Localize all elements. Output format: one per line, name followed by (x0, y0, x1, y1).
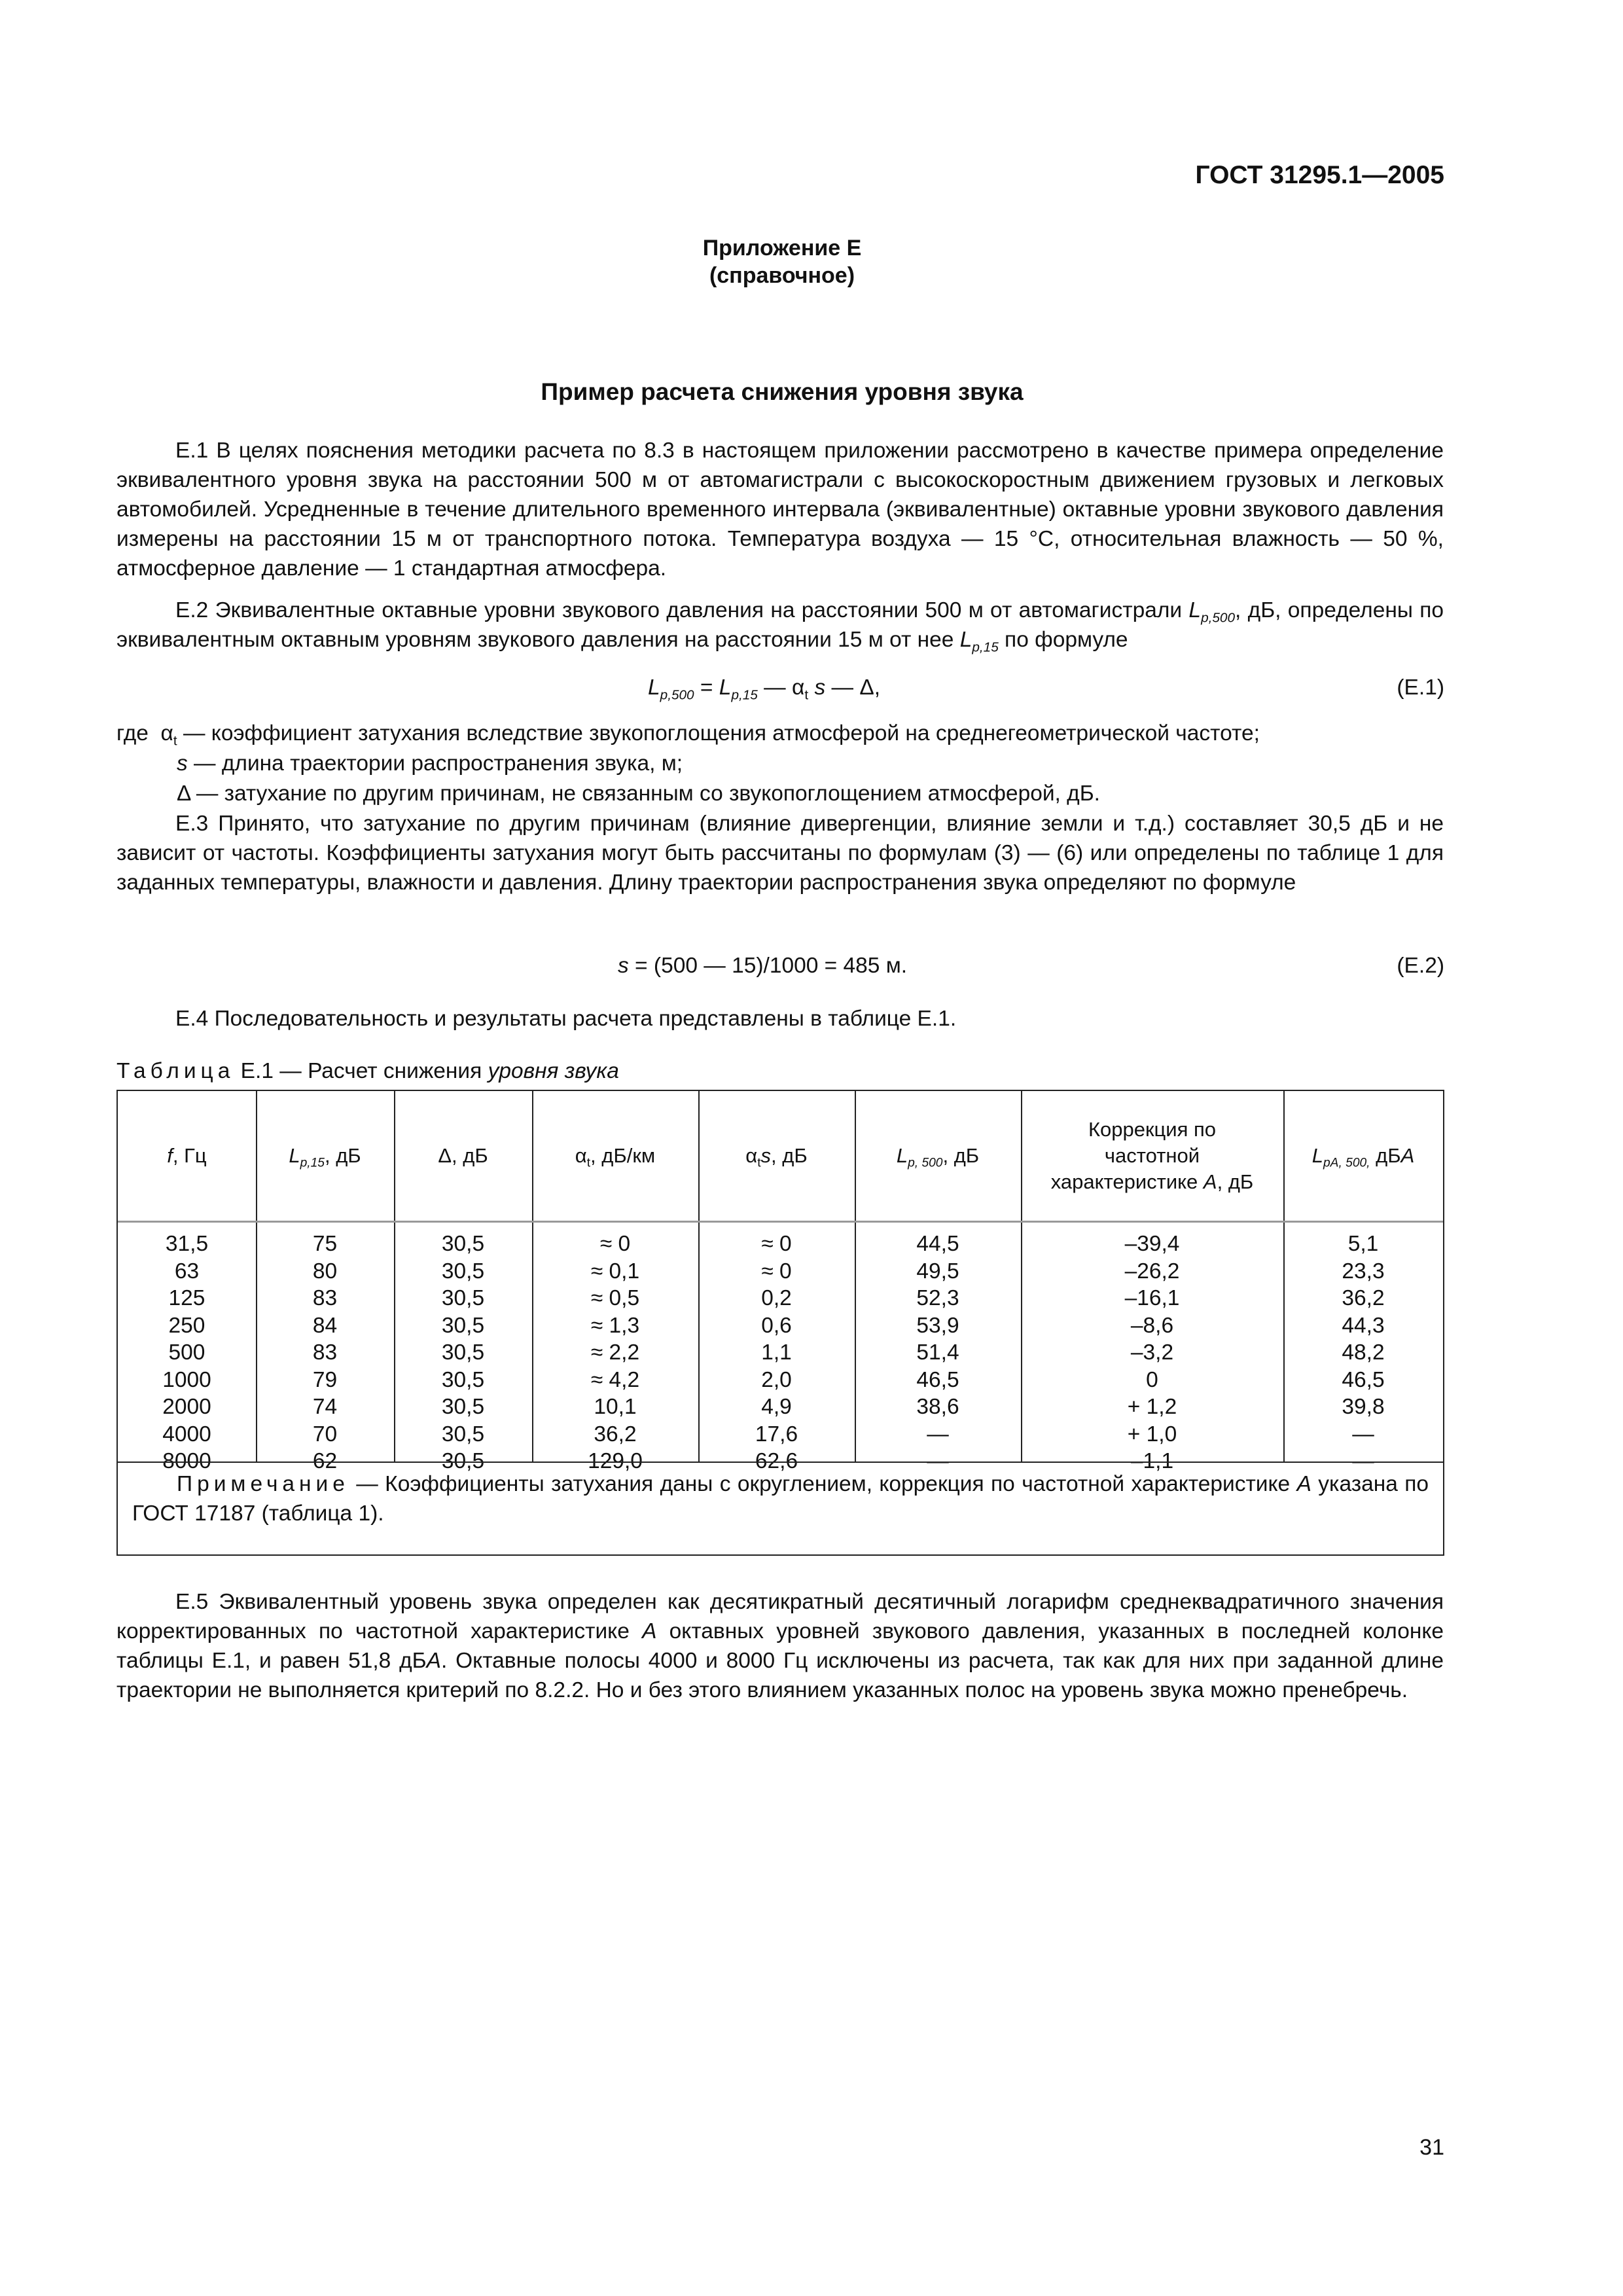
table-cell: 30,5 (441, 1422, 485, 1446)
table-cell: 36,2 (594, 1422, 637, 1446)
table-cell: –8,6 (1130, 1313, 1174, 1338)
table-cell: 0,6 (761, 1313, 792, 1338)
table-cell: 2,0 (761, 1367, 792, 1392)
table-cell: –1,1 (1130, 1449, 1174, 1473)
table-cell: + 1,0 (1127, 1422, 1177, 1446)
table-cell: 70 (312, 1422, 338, 1446)
header-lpa: $L_{pA, 500,}$ дБA (1311, 1144, 1415, 1170)
column-alpha (532, 1230, 698, 1475)
table-cell: ≈ 2,2 (590, 1340, 640, 1365)
table-cell: 51,4 (916, 1340, 959, 1365)
table-cell: ≈ 4,2 (590, 1367, 640, 1392)
table-cell: 4000 (162, 1422, 211, 1446)
table-cell: 250 (168, 1313, 205, 1338)
section-title: Пример расчета снижения уровня звука (541, 378, 1024, 405)
standard-designation: ГОСТ 31295.1—2005 (1195, 161, 1444, 189)
table-cell: 39,8 (1342, 1395, 1385, 1419)
table-cell: 30,5 (441, 1232, 485, 1256)
table-cell: 31,5 (165, 1232, 209, 1256)
header-lp15: $L_{p,15}$, дБ (289, 1144, 361, 1170)
table-cell: 2000 (162, 1395, 211, 1419)
table-cell: –39,4 (1124, 1232, 1180, 1256)
table-cell: 52,3 (916, 1286, 959, 1310)
table-cell: 30,5 (441, 1395, 485, 1419)
header-delta: Δ, дБ (438, 1144, 488, 1167)
table-cell: 30,5 (441, 1340, 485, 1365)
paragraph-e2: Е.2 Эквивалентные октавные уровни звукового давления на расстоянии 500 м от автомагистрали $L_{p,500}$, дБ, определены по эквивалентным октавным уровням звукового давления на расстоянии 15 м от нее $L_{p,15}$ по формуле (116, 598, 1444, 655)
column-alpha-s (698, 1230, 855, 1475)
table-cell: 38,6 (916, 1395, 959, 1419)
header-lp500: $L_{p, 500}$, дБ (896, 1144, 980, 1170)
formula-e1: $L_{p,500} = L_{p,15}$ — $\alpha_t$ s — Δ, (648, 675, 881, 703)
table-cell: 4,9 (761, 1395, 792, 1419)
table-cell: ≈ 1,3 (590, 1313, 640, 1338)
table-cell: 17,6 (755, 1422, 798, 1446)
formula-e2-number: (Е.2) (1397, 954, 1444, 978)
header-alpha-s: $\alpha_ts$, дБ (745, 1144, 808, 1170)
table-cell: 30,5 (441, 1367, 485, 1392)
table-cell: 83 (312, 1286, 338, 1310)
column-lp500 (855, 1230, 1021, 1475)
column-lpa (1283, 1230, 1443, 1475)
formula-e1-number: (Е.1) (1397, 675, 1444, 700)
paragraph-e1: Е.1 В целях пояснения методики расчета по 8.3 в настоящем приложении рассмотрено в качестве примера определение эквивалентного уровня звука на расстоянии 500 м от автомагистрали с высокоскоростным движением грузовых и легковых автомобилей. Усредненные в течение длительного временного интервала (эквивалентные) октавные уровни звукового давления измерены на расстоянии 15 м от транспортного потока. Температура воздуха — 15 °С, относительная влажность — 50 %, атмосферное давление — 1 стандартная атмосфера. (116, 439, 1444, 581)
table-cell: 0,2 (761, 1286, 792, 1310)
table-cell: 62,6 (755, 1449, 798, 1473)
table-cell: –3,2 (1130, 1340, 1174, 1365)
table-cell: 80 (312, 1259, 338, 1283)
column-f (118, 1230, 256, 1475)
table-cell: 30,5 (441, 1286, 485, 1310)
column-lp15 (256, 1230, 394, 1475)
table-cell: 36,2 (1342, 1286, 1385, 1310)
table-cell: 44,3 (1342, 1313, 1385, 1338)
table-cell: 30,5 (441, 1313, 485, 1338)
header-rule (118, 1221, 1443, 1223)
table-cell: –16,1 (1124, 1286, 1180, 1310)
table-caption: Таблица Е.1 — Расчет снижения уровня звука (116, 1059, 619, 1083)
table-cell: ≈ 0 (761, 1259, 792, 1283)
table-cell: 74 (312, 1395, 338, 1419)
header-alpha: $\alpha_t$, дБ/км (575, 1144, 656, 1170)
column-correction (1021, 1230, 1283, 1475)
table-cell: — (927, 1422, 949, 1446)
table-cell: 46,5 (916, 1367, 959, 1392)
table-cell: 84 (312, 1313, 338, 1338)
table-cell: — (1352, 1422, 1374, 1446)
table-note: Примечание — Коэффициенты затухания даны с округлением, коррекция по частотной характеристике A указана по ГОСТ 17187 (таблица 1). (118, 1462, 1443, 1528)
table-cell: + 1,2 (1127, 1395, 1177, 1419)
table-cell: 23,3 (1342, 1259, 1385, 1283)
where-block (116, 719, 1445, 809)
table-cell: 30,5 (441, 1259, 485, 1283)
table-cell: –26,2 (1124, 1259, 1180, 1283)
table-cell: 48,2 (1342, 1340, 1385, 1365)
table-cell: 0 (1146, 1367, 1158, 1392)
table-cell: 1000 (162, 1367, 211, 1392)
table-cell: 46,5 (1342, 1367, 1385, 1392)
table-cell: 53,9 (916, 1313, 959, 1338)
table-cell: 49,5 (916, 1259, 959, 1283)
table-cell: 44,5 (916, 1232, 959, 1256)
column-delta (394, 1230, 532, 1475)
table-cell: ≈ 0 (599, 1232, 631, 1256)
table-cell: — (927, 1449, 949, 1473)
table-cell: 5,1 (1347, 1232, 1379, 1256)
where-alpha: где $\alpha_t$ — коэффициент затухания вследствие звукопоглощения атмосферой на среднегеометрической частоте; (116, 721, 1260, 749)
formula-e2: s = (500 — 15)/1000 = 485 м. (618, 954, 908, 978)
table-cell: 8000 (162, 1449, 211, 1473)
page-number: 31 (1419, 2135, 1444, 2160)
table-cell: 129,0 (588, 1449, 643, 1473)
table-cell: ≈ 0,1 (590, 1259, 640, 1283)
paragraph-e5: Е.5 Эквивалентный уровень звука определен как десятикратный десятичный логарифм среднеквадратичного значения корректированных по частотной характеристике A октавных уровней звукового давления, указанных в последней колонке таблицы Е.1, и равен 51,8 дБA. Октавные полосы 4000 и 8000 Гц исключены из расчета, так как для них при заданной длине траектории не выполняется критерий по 8.2.2. Но и без этого влиянием указанных полос на уровень звука можно пренебречь. (116, 1590, 1444, 1702)
paragraph-e3: Е.3 Принято, что затухание по другим причинам (влияние дивергенции, влияние земли и т.д.) составляет 30,5 дБ и не зависит от частоты. Коэффициенты затухания могут быть рассчитаны по формулам (3) — (6) или определены по таблице 1 для заданных температуры, влажности и давления. Длину траектории распространения звука определяют по формуле (116, 812, 1444, 895)
table-cell: 500 (168, 1340, 205, 1365)
table-cell: 79 (312, 1367, 338, 1392)
table-cell: 62 (312, 1449, 338, 1473)
table-cell: 30,5 (441, 1449, 485, 1473)
table-cell: 10,1 (594, 1395, 637, 1419)
table-cell: 83 (312, 1340, 338, 1365)
table-e1 (116, 1090, 1444, 1556)
table-cell: 1,1 (761, 1340, 792, 1365)
table-cell: ≈ 0 (761, 1232, 792, 1256)
header-correction: Коррекция по частотной характеристике A, дБ (1050, 1118, 1254, 1193)
annex-title: Приложение Е (702, 236, 862, 260)
table-cell: 63 (174, 1259, 200, 1283)
table-cell: 75 (312, 1232, 338, 1256)
paragraph-e4: Е.4 Последовательность и результаты расчета представлены в таблице Е.1. (175, 1007, 957, 1031)
where-delta: Δ — затухание по другим причинам, не связанным со звукопоглощением атмосферой, дБ. (177, 781, 1100, 806)
table-cell: ≈ 0,5 (590, 1286, 640, 1310)
where-s: s — длина траектории распространения звука, м; (177, 751, 683, 776)
annex-type: (справочное) (709, 263, 855, 288)
table-cell: 125 (168, 1286, 205, 1310)
table-cell: — (1352, 1449, 1374, 1473)
header-f: f, Гц (167, 1144, 207, 1167)
